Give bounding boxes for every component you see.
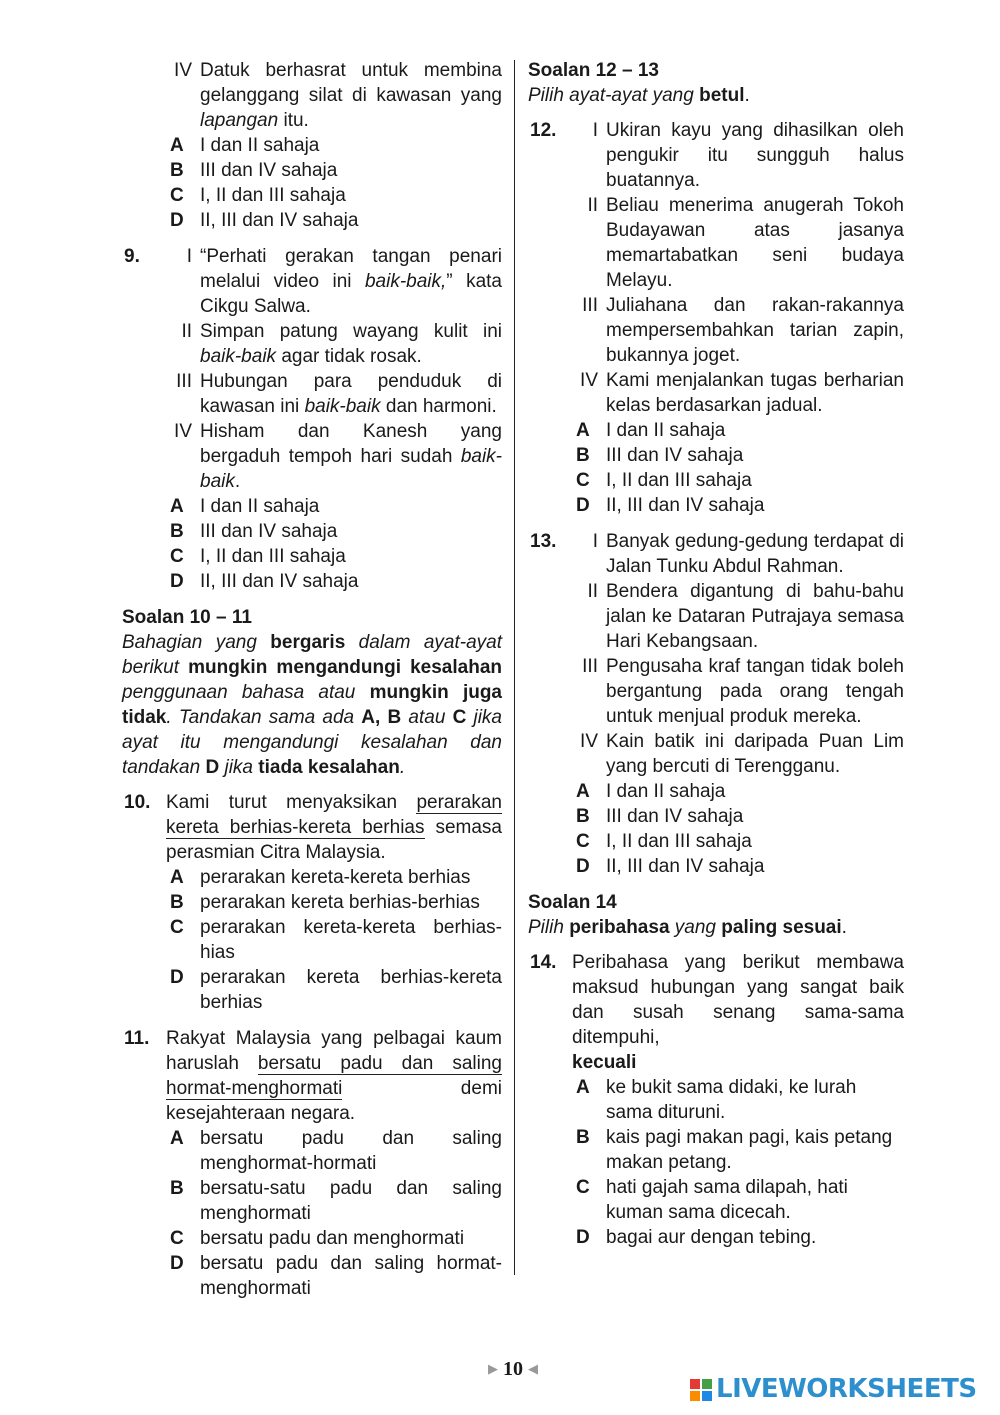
section-instruction: Bahagian yang bergaris dalam ayat-ayat berikut mungkin mengandungi kesalahan penggunaan bahasa atau mungkin juga tidak. Tandakan sama ada A, B atau C jika ayat itu mengandungi kesalahan dan tandakan D jika tiada kesalahan. [122,632,502,778]
column-divider [514,60,515,1275]
question-10 [122,790,502,1015]
section-instruction: Pilih peribahasa yang paling sesuai. [528,917,847,938]
statement: IV Kain batik ini daripada Puan Lim yang bercuti di Terengganu. [580,731,904,777]
option-d[interactable]: D II, III dan IV sahaja [576,856,765,877]
question-text: Rakyat Malaysia yang pelbagai kaum haruslah bersatu padu dan saling hormat-menghormati demi kesejahteraan negara. [166,1028,502,1124]
option-b[interactable]: B III dan IV sahaja [170,160,338,181]
option-c[interactable]: C I, II dan III sahaja [576,470,752,491]
question-number: 13. [530,531,557,552]
logo-square [702,1391,712,1401]
question-text: Peribahasa yang berikut membawa maksud hubungan yang sangat baik dan susah senang sama-sama ditempuhi, kecuali [572,952,904,1073]
question-number: 11. [124,1028,150,1049]
page-number: ▶ 10 ◀ [488,1358,538,1380]
triangle-left-icon: ◀ [528,1361,538,1376]
brand-name: LIVEWORKSHEETS [716,1374,977,1404]
option-c[interactable]: C perarakan kereta-kereta berhias-hias [170,917,502,963]
section-instructions-14 [528,890,904,940]
option-a[interactable]: A I dan II sahaja [576,781,726,802]
section-instructions-10-11 [122,605,502,780]
option-b[interactable]: B III dan IV sahaja [576,445,744,466]
logo-squares-icon [690,1379,712,1401]
left-column [122,58,502,1312]
option-d[interactable]: D II, III dan IV sahaja [170,210,359,231]
statement: III Hubungan para penduduk di kawasan ini baik-baik dan harmoni. [176,371,502,417]
section-title: Soalan 12 – 13 [528,60,659,81]
option-b[interactable]: B III dan IV sahaja [576,806,744,827]
section-instructions-12-13 [528,58,904,108]
option-c[interactable]: C bersatu padu dan menghormati [170,1228,465,1249]
statement-number: IV [174,60,192,81]
option-a[interactable]: A I dan II sahaja [576,420,726,441]
statement: II Simpan patung wayang kulit ini baik-baik agar tidak rosak. [181,321,502,367]
option-b[interactable]: B perarakan kereta berhias-berhias [170,892,480,913]
option-a[interactable]: A bersatu padu dan saling menghormat-hormati [170,1128,502,1174]
section-title: Soalan 14 [528,892,617,913]
option-c[interactable]: C hati gajah sama dilapah, hati kuman sama dicecah. [576,1177,848,1223]
statement: IV Datuk berhasrat untuk membina gelanggang silat di kawasan yang lapangan itu. [166,58,502,133]
logo-square [690,1379,700,1389]
option-c[interactable]: C I, II dan III sahaja [170,546,346,567]
question-text: Kami turut menyaksikan perarakan kereta berhias-kereta berhias semasa perasmian Citra Malaysia. [166,792,502,863]
option-d[interactable]: D bagai aur dengan tebing. [576,1227,817,1248]
statement: I Ukiran kayu yang dihasilkan oleh pengukir itu sungguh halus buatannya. [592,120,904,191]
question-number: 9. [124,246,140,267]
statement: II Beliau menerima anugerah Tokoh Budayawan atas jasanya memartabatkan seni budaya Melayu. [587,195,904,291]
option-d[interactable]: D perarakan kereta berhias-kereta berhias [170,967,502,1013]
question-8-tail [122,58,502,233]
option-c[interactable]: C I, II dan III sahaja [576,831,752,852]
statement: I “Perhati gerakan tangan penari melalui video ini baik-baik,” kata Cikgu Salwa. [186,246,502,317]
statement: III Juliahana dan rakan-rakannya mempersembahkan tarian zapin, bukannya joget. [582,295,904,366]
option-a[interactable]: A I dan II sahaja [170,496,320,517]
option-d[interactable]: D II, III dan IV sahaja [170,571,359,592]
triangle-right-icon: ▶ [488,1361,498,1376]
question-number: 10. [124,792,151,813]
question-14 [528,950,904,1250]
option-a[interactable]: A perarakan kereta-kereta berhias [170,867,471,888]
option-a[interactable]: A ke bukit sama didaki, ke lurah sama dituruni. [576,1077,857,1123]
option-b[interactable]: B III dan IV sahaja [170,521,338,542]
question-13 [528,529,904,879]
option-b[interactable]: B bersatu-satu padu dan saling menghormati [170,1178,502,1224]
question-9 [122,244,502,594]
question-11 [122,1026,502,1301]
statement: I Banyak gedung-gedung terdapat di Jalan Tunku Abdul Rahman. [592,531,904,577]
liveworksheets-logo [690,1374,977,1404]
option-b[interactable]: B kais pagi makan pagi, kais petang makan petang. [576,1127,893,1173]
option-d[interactable]: D bersatu padu dan saling hormat-menghormati [170,1253,502,1299]
statement: IV Kami menjalankan tugas berharian kelas berdasarkan jadual. [580,370,904,416]
statement: IV Hisham dan Kanesh yang bergaduh tempoh hari sudah baik-baik. [174,421,502,492]
statement: III Pengusaha kraf tangan tidak boleh bergantung pada orang tengah untuk menjual produk mereka. [582,656,904,727]
question-number: 12. [530,120,557,141]
underlined-phrase: bersatu padu dan saling hormat-menghormati [166,1053,502,1099]
question-12 [528,118,904,518]
section-instruction: Pilih ayat-ayat yang betul. [528,85,750,106]
logo-square [690,1391,700,1401]
right-column [528,58,904,1261]
logo-square [702,1379,712,1389]
option-c[interactable]: C I, II dan III sahaja [170,185,346,206]
option-a[interactable]: A I dan II sahaja [170,135,320,156]
statement: II Bendera digantung di bahu-bahu jalan ke Dataran Putrajaya semasa Hari Kebangsaan. [587,581,904,652]
option-d[interactable]: D II, III dan IV sahaja [576,495,765,516]
section-title: Soalan 10 – 11 [122,607,252,628]
question-number: 14. [530,952,557,973]
underlined-phrase: perarakan kereta berhias-kereta berhias [166,792,502,838]
